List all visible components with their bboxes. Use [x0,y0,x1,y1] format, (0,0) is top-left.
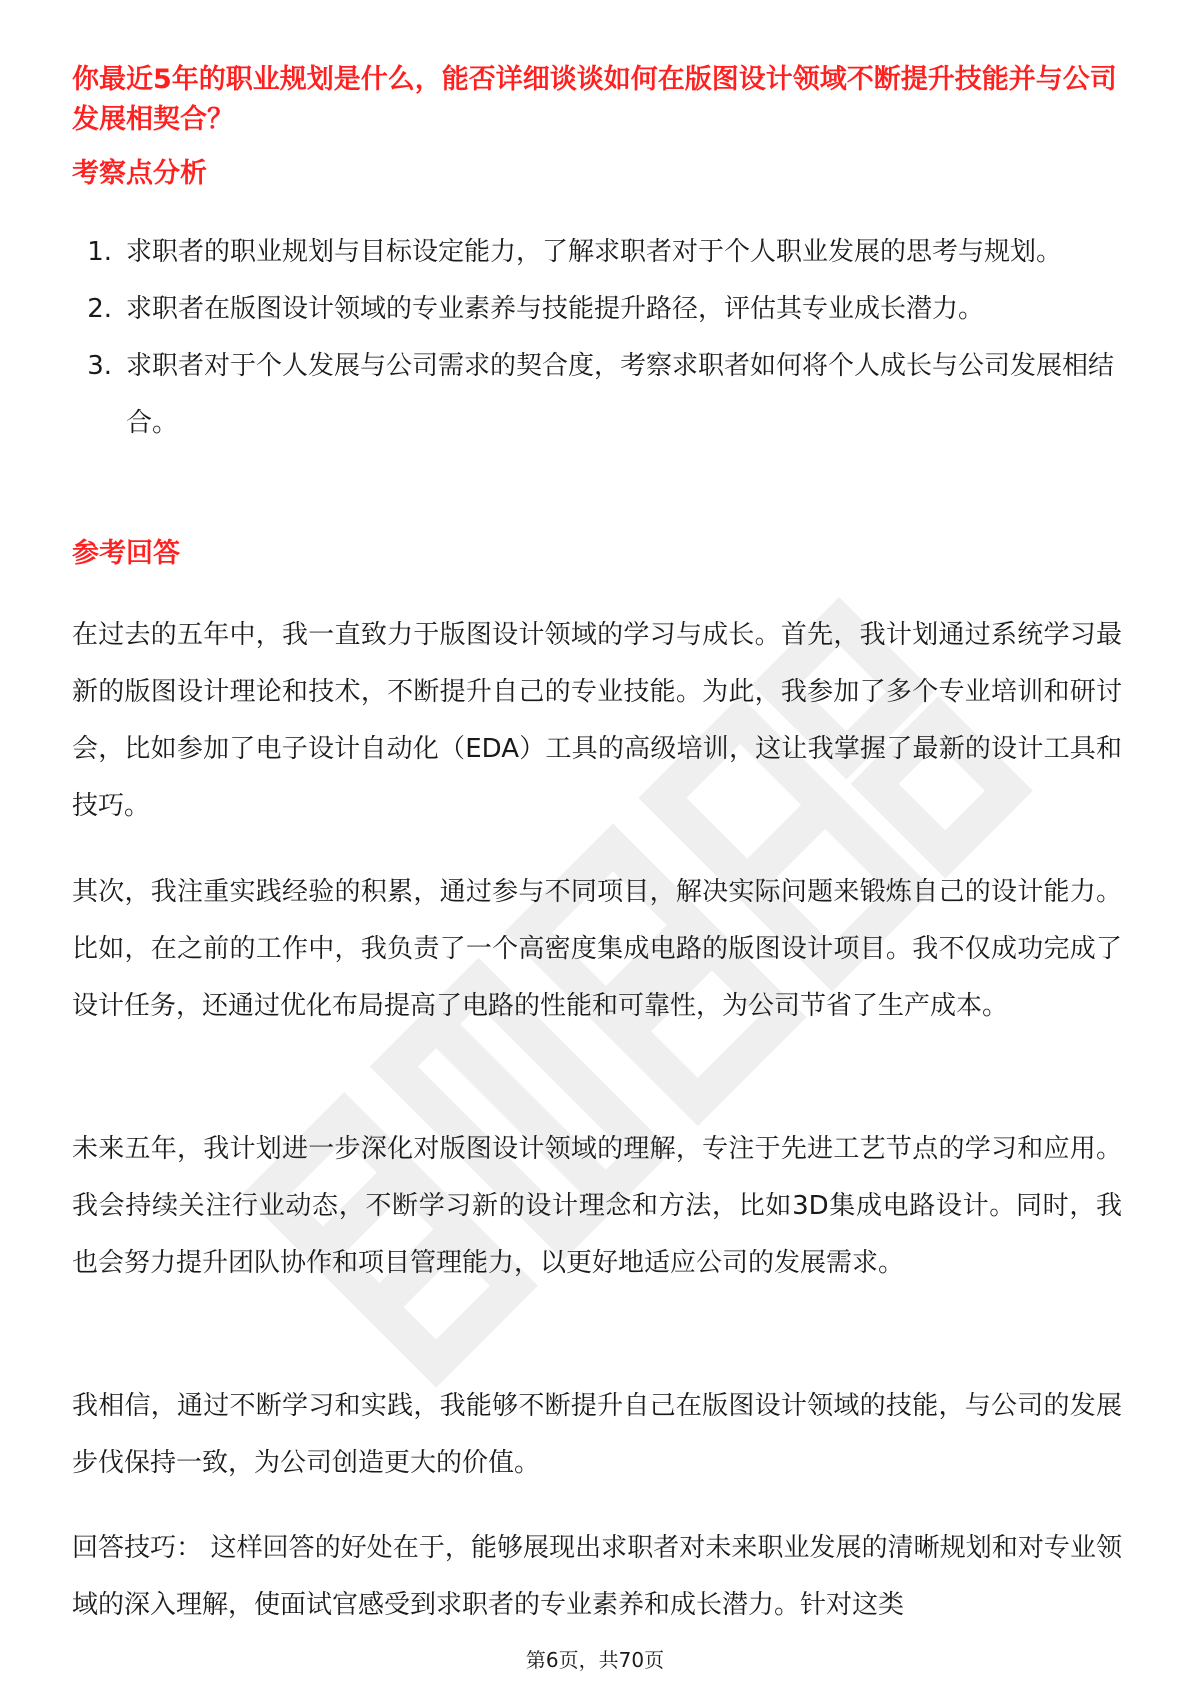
page-number: 第6页，共70页 [525,1648,665,1672]
answer-paragraph: 我相信，通过不断学习和实践，我能够不断提升自己在版图设计领域的技能，与公司的发展步伐保持一致，为公司创造更大的价值。 [72,1391,1122,1478]
analysis-heading: 考察点分析 [72,158,207,189]
answer-paragraph: 未来五年，我计划进一步深化对版图设计领域的理解，专注于先进工艺节点的学习和应用。我会持续关注行业动态，不断学习新的设计理念和方法，比如3D集成电路设计。同时，我也会努力提升团队协作和项目管理能力，以更好地适应公司的发展需求。 [72,1134,1122,1278]
list-item [72,338,1122,452]
list-item-number: 3. [87,351,112,381]
list-item-text: 求职者的职业规划与目标设定能力，了解求职者对于个人职业发展的思考与规划。 [126,237,1063,267]
answer-paragraph: 其次，我注重实践经验的积累，通过参与不同项目，解决实际问题来锻炼自己的设计能力。比如，在之前的工作中，我负责了一个高密度集成电路的版图设计项目。我不仅成功完成了设计任务，还通过优化布局提高了电路的性能和可靠性，为公司节省了生产成本。 [72,877,1122,1021]
question-title: 你最近5年的职业规划是什么，能否详细谈谈如何在版图设计领域不断提升技能并与公司发展相契合？ [72,64,1117,135]
list-item [72,224,1122,281]
answer-tips-paragraph: 回答技巧： 这样回答的好处在于，能够展现出求职者对未来职业发展的清晰规划和对专业领域的深入理解，使面试官感受到求职者的专业素养和成长潜力。针对这类 [72,1533,1122,1620]
reference-heading: 参考回答 [72,538,180,569]
analysis-list [72,224,1122,452]
list-item-text: 求职者对于个人发展与公司需求的契合度，考察求职者如何将个人成长与公司发展相结合。 [126,351,1115,438]
list-item-number: 2. [87,294,112,324]
list-item-number: 1. [87,237,112,267]
answer-paragraph: 在过去的五年中，我一直致力于版图设计领域的学习与成长。首先，我计划通过系统学习最新的版图设计理论和技术，不断提升自己的专业技能。为此，我参加了多个专业培训和研讨会，比如参加了电子设计自动化（EDA）工具的高级培训，这让我掌握了最新的设计工具和技巧。 [72,620,1122,821]
list-item-text: 求职者在版图设计领域的专业素养与技能提升路径，评估其专业成长潜力。 [126,294,985,324]
list-item [72,281,1122,338]
